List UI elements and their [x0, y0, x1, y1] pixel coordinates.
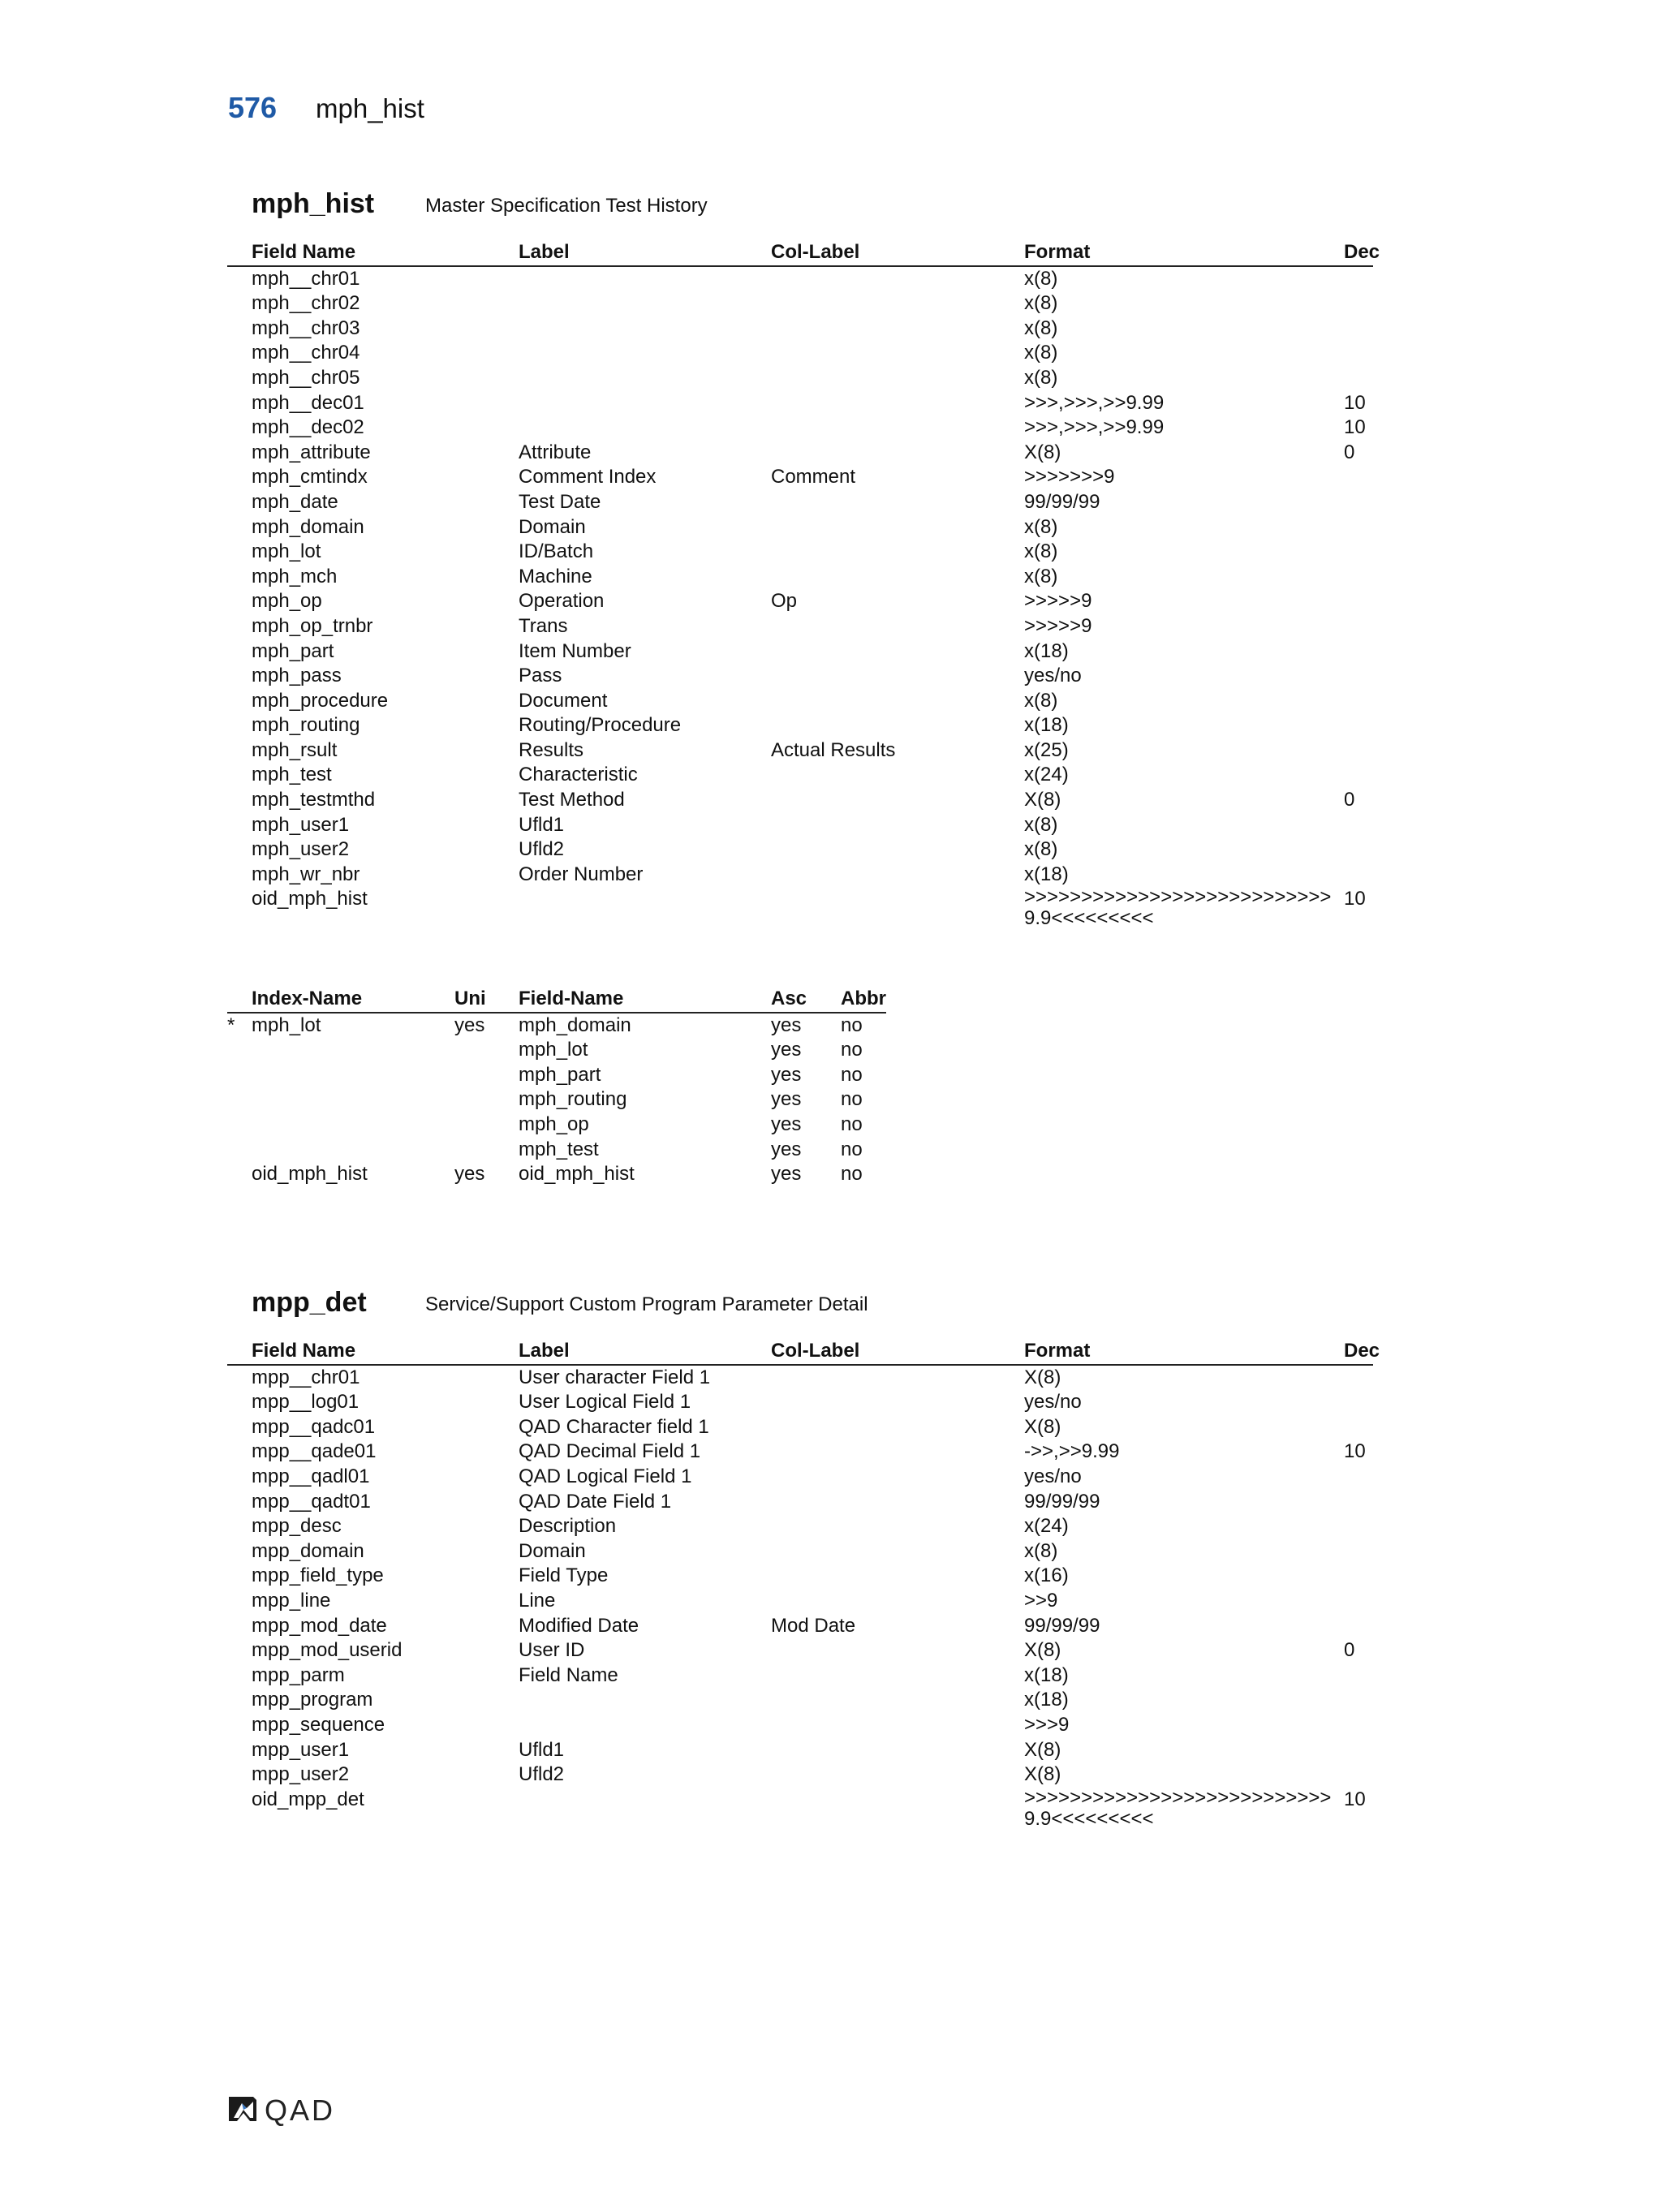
field-format: x(18)	[1024, 1689, 1069, 1711]
field-label: QAD Decimal Field 1	[519, 1440, 701, 1463]
index-row	[227, 1063, 886, 1088]
table-row	[227, 813, 1373, 838]
index-field-name: mph_part	[519, 1063, 601, 1086]
index-ascending: yes	[771, 1039, 802, 1061]
mph-hist-index-table	[227, 987, 886, 1187]
index-row	[227, 1038, 886, 1063]
col-header-label: Label	[519, 241, 570, 263]
field-col-label: Comment	[771, 466, 856, 488]
field-label: ID/Batch	[519, 540, 594, 563]
index-abbreviated: no	[841, 1063, 863, 1086]
table-row	[227, 664, 1373, 689]
field-format: yes/no	[1024, 1391, 1082, 1414]
table-row	[227, 589, 1373, 614]
qad-logo-icon	[226, 2094, 260, 2124]
field-format: X(8)	[1024, 789, 1061, 811]
field-name: mph__chr05	[252, 366, 360, 389]
table-row	[227, 763, 1373, 788]
primary-index-marker: *	[227, 1013, 235, 1036]
field-format: x(24)	[1024, 1515, 1069, 1538]
table-header-row	[227, 1339, 1380, 1366]
field-label: Description	[519, 1515, 617, 1538]
mpp-det-field-table	[227, 1339, 1380, 1834]
field-label: QAD Date Field 1	[519, 1490, 672, 1513]
index-ascending: yes	[771, 1112, 802, 1135]
table-row	[227, 713, 1373, 738]
field-name: mph_test	[252, 764, 332, 786]
index-ascending: yes	[771, 1063, 802, 1086]
col-header-abbr: Abbr	[841, 988, 886, 1009]
field-format: >>>,>>>,>>9.99	[1024, 416, 1165, 439]
field-name: mpp_desc	[252, 1515, 342, 1538]
field-format: >>>>>>>>>>>>>>>>>>>>>>>>>>>9.9<<<<<<<<<	[1024, 886, 1332, 930]
field-format: x(8)	[1024, 565, 1058, 587]
col-header-asc: Asc	[771, 988, 807, 1009]
index-field-name: mph_op	[519, 1112, 589, 1135]
field-name: mpp__qadl01	[252, 1465, 370, 1487]
index-abbreviated: no	[841, 1112, 863, 1135]
field-label: Field Type	[519, 1564, 609, 1587]
field-label: Trans	[519, 614, 568, 637]
field-dec: 0	[1344, 441, 1355, 463]
field-label: Machine	[519, 565, 592, 587]
field-format: yes/no	[1024, 1465, 1082, 1487]
table-row	[227, 490, 1373, 515]
field-dec: 0	[1344, 789, 1355, 811]
field-name: oid_mpp_det	[252, 1788, 364, 1810]
field-dec: 10	[1344, 391, 1366, 414]
table-row	[227, 614, 1373, 639]
field-name: mph__chr02	[252, 292, 360, 315]
field-label: Operation	[519, 590, 605, 613]
field-col-label: Op	[771, 590, 798, 613]
index-field-name: mph_lot	[519, 1039, 588, 1061]
field-format: x(25)	[1024, 738, 1069, 761]
table-row	[227, 291, 1373, 316]
col-header-field-name: Field Name	[252, 1340, 356, 1362]
table-row	[227, 1762, 1373, 1788]
field-label: Line	[519, 1589, 556, 1612]
field-name: mph_procedure	[252, 689, 389, 712]
field-label: QAD Logical Field 1	[519, 1465, 692, 1487]
col-header-uni: Uni	[454, 988, 486, 1009]
field-format: x(8)	[1024, 540, 1058, 563]
field-format: x(8)	[1024, 838, 1058, 861]
table-row	[227, 788, 1373, 813]
index-ascending: yes	[771, 1138, 802, 1160]
col-header-col-label: Col-Label	[771, 241, 860, 263]
table-row	[227, 1589, 1373, 1614]
field-format: 99/99/99	[1024, 1490, 1100, 1513]
field-name: mph_cmtindx	[252, 466, 368, 488]
table-row	[227, 1440, 1373, 1465]
field-col-label: Mod Date	[771, 1614, 856, 1637]
field-dec: 10	[1344, 416, 1366, 439]
field-name: mpp__qadc01	[252, 1415, 376, 1438]
field-name: mph_mch	[252, 565, 338, 587]
field-name: mph_part	[252, 639, 334, 662]
field-format: X(8)	[1024, 1763, 1061, 1786]
table-row	[227, 565, 1373, 590]
table-row	[227, 465, 1373, 490]
col-header-label: Label	[519, 1340, 570, 1362]
field-format: x(8)	[1024, 515, 1058, 538]
index-field-name: mph_domain	[519, 1013, 631, 1036]
field-format: x(18)	[1024, 639, 1069, 662]
col-header-dec: Dec	[1344, 1340, 1380, 1362]
field-name: mph__dec01	[252, 391, 364, 414]
field-label: Modified Date	[519, 1614, 639, 1637]
index-name: oid_mph_hist	[252, 1163, 368, 1186]
field-format: X(8)	[1024, 1415, 1061, 1438]
table-row	[227, 863, 1373, 888]
index-field-name: mph_test	[519, 1138, 599, 1160]
running-title: mph_hist	[316, 93, 424, 123]
index-abbreviated: no	[841, 1039, 863, 1061]
field-name: mph_pass	[252, 665, 342, 687]
table-row	[227, 1465, 1373, 1490]
field-name: mpp_parm	[252, 1663, 345, 1686]
field-format: 99/99/99	[1024, 490, 1100, 513]
field-format: >>>>>9	[1024, 614, 1092, 637]
index-header-row	[227, 987, 886, 1013]
table-row	[227, 1614, 1373, 1639]
field-label: Document	[519, 689, 608, 712]
table-description: Service/Support Custom Program Parameter Detail	[425, 1293, 868, 1315]
table-row	[227, 366, 1373, 391]
field-format: x(18)	[1024, 863, 1069, 885]
field-format: X(8)	[1024, 441, 1061, 463]
field-name: mph__chr04	[252, 342, 360, 364]
index-row	[227, 1087, 886, 1112]
field-label: Test Method	[519, 789, 625, 811]
field-label: Characteristic	[519, 764, 638, 786]
table-row	[227, 341, 1373, 366]
field-format: x(8)	[1024, 267, 1058, 290]
field-format: >>>>>>>>>>>>>>>>>>>>>>>>>>>9.9<<<<<<<<<	[1024, 1786, 1332, 1830]
table-row	[227, 837, 1373, 863]
field-label: Comment Index	[519, 466, 657, 488]
field-name: mph_wr_nbr	[252, 863, 360, 885]
table-row	[227, 1366, 1373, 1391]
field-name: mph_user2	[252, 838, 350, 861]
field-label: Ufld1	[519, 813, 565, 836]
table-description: Master Specification Test History	[425, 195, 708, 217]
field-name: mph_lot	[252, 540, 321, 563]
table-row	[227, 1490, 1373, 1515]
index-row	[227, 1013, 886, 1039]
table-row	[227, 1788, 1373, 1834]
field-format: 99/99/99	[1024, 1614, 1100, 1637]
field-name: mph_op_trnbr	[252, 614, 373, 637]
field-label: User character Field 1	[519, 1366, 711, 1388]
field-name: mph__dec02	[252, 416, 364, 439]
index-abbreviated: no	[841, 1088, 863, 1111]
table-name: mpp_det	[252, 1287, 367, 1318]
field-label: Order Number	[519, 863, 644, 885]
field-format: x(18)	[1024, 714, 1069, 737]
field-format: ->>,>>9.99	[1024, 1440, 1120, 1463]
field-dec: 10	[1344, 888, 1366, 910]
page-number: 576	[228, 91, 278, 124]
table-row	[227, 1688, 1373, 1713]
table-row	[227, 1663, 1373, 1689]
index-field-name: oid_mph_hist	[519, 1163, 635, 1186]
field-name: mpp_line	[252, 1589, 331, 1612]
field-format: x(24)	[1024, 764, 1069, 786]
field-name: mph__chr01	[252, 267, 360, 290]
col-header-col-label: Col-Label	[771, 1340, 860, 1362]
field-format: x(8)	[1024, 292, 1058, 315]
table-row	[227, 441, 1373, 466]
field-name: mpp_mod_userid	[252, 1639, 403, 1662]
field-col-label: Actual Results	[771, 738, 896, 761]
col-header-field-name: Field Name	[252, 241, 356, 263]
index-abbreviated: no	[841, 1013, 863, 1036]
col-header-field-name: Field-Name	[519, 988, 624, 1009]
field-format: x(8)	[1024, 1539, 1058, 1562]
field-name: mph_op	[252, 590, 322, 613]
table-row	[227, 1564, 1373, 1589]
field-name: mph_testmthd	[252, 789, 376, 811]
field-dec: 10	[1344, 1440, 1366, 1463]
index-field-name: mph_routing	[519, 1088, 627, 1111]
field-format: >>>,>>>,>>9.99	[1024, 391, 1165, 414]
table-row	[227, 1738, 1373, 1763]
field-label: QAD Character field 1	[519, 1415, 709, 1438]
field-format: x(8)	[1024, 342, 1058, 364]
table-row	[227, 1539, 1373, 1564]
field-format: >>>9	[1024, 1713, 1070, 1736]
field-label: Results	[519, 738, 584, 761]
field-format: x(16)	[1024, 1564, 1069, 1587]
field-format: >>9	[1024, 1589, 1058, 1612]
field-name: mpp__log01	[252, 1391, 360, 1414]
logo-text: QAD	[265, 2094, 336, 2127]
field-label: Ufld2	[519, 1763, 565, 1786]
field-label: User Logical Field 1	[519, 1391, 691, 1414]
field-name: mph__chr03	[252, 316, 360, 339]
field-label: Pass	[519, 665, 562, 687]
field-name: oid_mph_hist	[252, 888, 368, 910]
field-format: X(8)	[1024, 1738, 1061, 1761]
field-label: Domain	[519, 1539, 586, 1562]
field-name: mpp_user1	[252, 1738, 350, 1761]
field-label: User ID	[519, 1639, 585, 1662]
index-ascending: yes	[771, 1088, 802, 1111]
field-format: x(8)	[1024, 316, 1058, 339]
field-label: Domain	[519, 515, 586, 538]
field-name: mpp__qade01	[252, 1440, 377, 1463]
index-unique: yes	[454, 1013, 485, 1036]
table-row	[227, 515, 1373, 540]
table-row	[227, 1514, 1373, 1539]
field-format: >>>>>>>9	[1024, 466, 1115, 488]
field-format: x(8)	[1024, 689, 1058, 712]
col-header-dec: Dec	[1344, 241, 1380, 263]
table-row	[227, 1638, 1373, 1663]
field-name: mph_domain	[252, 515, 364, 538]
field-name: mpp_domain	[252, 1539, 364, 1562]
field-label: Item Number	[519, 639, 631, 662]
field-format: x(8)	[1024, 366, 1058, 389]
table-row	[227, 391, 1373, 416]
field-label: Ufld2	[519, 838, 565, 861]
index-name: mph_lot	[252, 1013, 321, 1036]
table-row	[227, 1415, 1373, 1440]
table-row	[227, 415, 1373, 441]
field-dec: 10	[1344, 1788, 1366, 1810]
field-format: x(18)	[1024, 1663, 1069, 1686]
field-format: >>>>>9	[1024, 590, 1092, 613]
index-row	[227, 1162, 886, 1187]
field-name: mpp_mod_date	[252, 1614, 387, 1637]
field-name: mph_date	[252, 490, 338, 513]
field-name: mph_routing	[252, 714, 360, 737]
mph-hist-field-table	[227, 240, 1380, 933]
field-name: mpp_field_type	[252, 1564, 384, 1587]
field-format: X(8)	[1024, 1366, 1061, 1388]
table-row	[227, 639, 1373, 665]
index-row	[227, 1138, 886, 1163]
table-row	[227, 738, 1373, 764]
table-row	[227, 689, 1373, 714]
index-row	[227, 1112, 886, 1138]
table-row	[227, 887, 1373, 933]
field-label: Field Name	[519, 1663, 618, 1686]
index-abbreviated: no	[841, 1138, 863, 1160]
field-label: Test Date	[519, 490, 601, 513]
field-dec: 0	[1344, 1639, 1355, 1662]
field-format: x(8)	[1024, 813, 1058, 836]
field-format: yes/no	[1024, 665, 1082, 687]
field-label: Attribute	[519, 441, 592, 463]
index-ascending: yes	[771, 1013, 802, 1036]
field-name: mph_user1	[252, 813, 350, 836]
col-header-format: Format	[1024, 1340, 1091, 1362]
index-unique: yes	[454, 1163, 485, 1186]
table-row	[227, 540, 1373, 565]
col-header-index-name: Index-Name	[252, 988, 363, 1009]
table-header-row	[227, 240, 1380, 267]
index-ascending: yes	[771, 1163, 802, 1186]
field-name: mpp__chr01	[252, 1366, 360, 1388]
table-row	[227, 1390, 1373, 1415]
index-abbreviated: no	[841, 1163, 863, 1186]
field-name: mph_rsult	[252, 738, 338, 761]
field-label: Routing/Procedure	[519, 714, 682, 737]
field-name: mpp_user2	[252, 1763, 350, 1786]
field-name: mpp_program	[252, 1689, 373, 1711]
table-row	[227, 267, 1373, 292]
table-row	[227, 1713, 1373, 1738]
table-row	[227, 316, 1373, 342]
col-header-format: Format	[1024, 241, 1091, 263]
table-name: mph_hist	[252, 188, 375, 219]
field-label: Ufld1	[519, 1738, 565, 1761]
field-name: mpp_sequence	[252, 1713, 385, 1736]
field-format: X(8)	[1024, 1639, 1061, 1662]
field-name: mph_attribute	[252, 441, 371, 463]
field-name: mpp__qadt01	[252, 1490, 371, 1513]
